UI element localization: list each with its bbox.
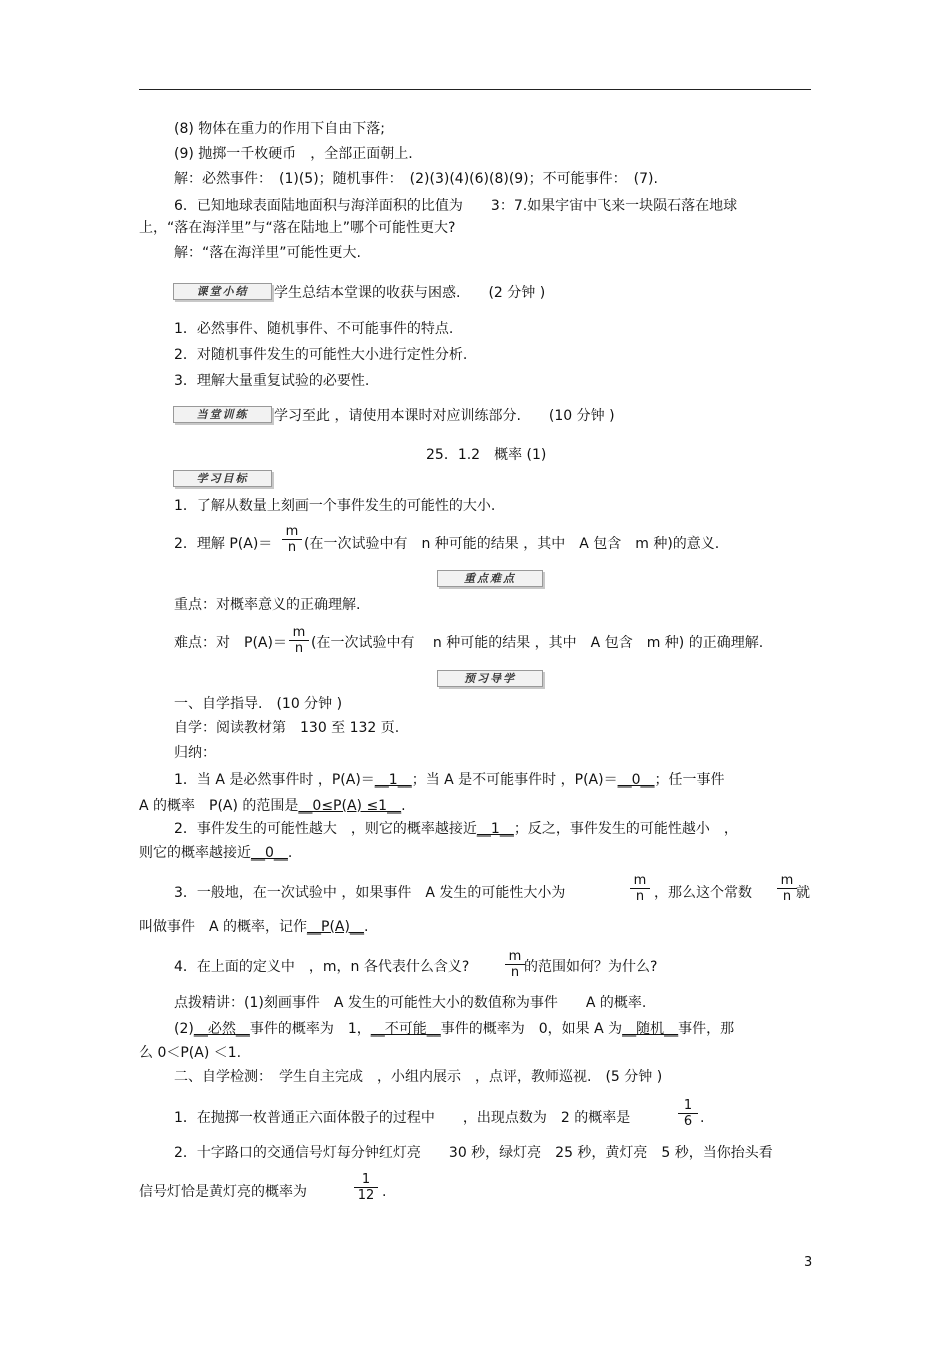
- badge-goals: 学习目标: [173, 470, 272, 487]
- text-line: 2．理解 P(A)＝: [174, 536, 273, 552]
- text-line: ，那么这个常数: [654, 885, 752, 901]
- text-line: .: [382, 1184, 387, 1200]
- fraction-m-over-n: m n: [282, 525, 302, 554]
- page-number: 3: [804, 1255, 813, 1270]
- text-line: 二、自学检测： 学生自主完成 ，小组内展示 ，点评，教师巡视. (5 分钟 ): [174, 1069, 663, 1085]
- text-line: 1．了解从数量上刻画一个事件发生的可能性的大小.: [174, 498, 496, 514]
- text-line: 学生总结本堂课的收获与困惑. (2 分钟 ): [274, 285, 546, 301]
- text-line: 难点：对 P(A)＝: [174, 635, 287, 651]
- text-line: 4．在上面的定义中 ，m，n 各代表什么含义?: [174, 959, 470, 975]
- fraction-m-over-n: m n: [505, 950, 525, 979]
- badge-practice: 当堂训练: [173, 406, 272, 423]
- text-line: 3．一般地，在一次试验中 ，如果事件 A 发生的可能性大小为: [174, 885, 566, 901]
- text-line: 解：“落在海洋里”可能性更大.: [174, 245, 361, 261]
- text-line: 重点：对概率意义的正确理解.: [174, 597, 361, 613]
- blank-answer: __0__: [251, 845, 288, 861]
- text-line: 点拨精讲：(1)刻画事件 A 发生的可能性大小的数值称为事件 A 的概率.: [174, 995, 647, 1011]
- fraction-m-over-n: m n: [630, 874, 650, 903]
- text-line: 学习至此 ，请使用本课时对应训练部分. (10 分钟 ): [274, 408, 615, 424]
- text-line: 1．在抛掷一枚普通正六面体骰子的过程中 ，出现点数为 2 的概率是: [174, 1110, 631, 1126]
- text-line: 1．当 A 是必然事件时 ，P(A)＝__1__；当 A 是不可能事件时 ，P(A)＝__0__；任一事件: [174, 772, 725, 788]
- text-line: 则它的概率越接近__0__.: [139, 845, 293, 861]
- section-title: 25．1.2 概率 (1): [426, 447, 547, 463]
- text-line: 1．必然事件、随机事件、不可能事件的特点.: [174, 321, 454, 337]
- text-line: 解：必然事件： (1)(5)；随机事件： (2)(3)(4)(6)(8)(9)；不可能事件： (7).: [174, 171, 658, 187]
- blank-answer: __P(A)__: [307, 919, 364, 935]
- text-line: 上，“落在海洋里”与“落在陆地上”哪个可能性更大?: [139, 220, 456, 236]
- text-line: 叫做事件 A 的概率，记作__P(A)__.: [139, 919, 369, 935]
- text-line: 归纳：: [174, 745, 216, 761]
- text-line: 的范围如何？为什么?: [524, 959, 658, 975]
- text-line: 6．已知地球表面陆地面积与海洋面积的比值为 3：7.如果宇宙中飞来一块陨石落在地球: [174, 198, 738, 214]
- text-line: 2．对随机事件发生的可能性大小进行定性分析.: [174, 347, 468, 363]
- text-line: 么 0＜P(A) ＜1.: [139, 1045, 242, 1061]
- text-line: 自学：阅读教材第 130 至 132 页.: [174, 720, 400, 736]
- text-line: 就: [796, 885, 810, 901]
- badge-summary: 课堂小结: [173, 283, 272, 300]
- fraction-m-over-n: m n: [289, 626, 309, 655]
- text-line: 3．理解大量重复试验的必要性.: [174, 373, 370, 389]
- fraction-m-over-n: m n: [777, 874, 797, 903]
- text-line: 一、自学指导. (10 分钟 ): [174, 696, 343, 712]
- text-line: (2)__必然__事件的概率为 1，__不可能__事件的概率为 0，如果 A 为__随机__事件，那: [174, 1021, 735, 1037]
- text-line: (在一次试验中有 n 种可能的结果 ，其中 A 包含 m 种)的意义.: [304, 536, 720, 552]
- blank-answer: __1__: [374, 772, 412, 788]
- text-line: .: [700, 1110, 705, 1126]
- fraction-one-sixth: 1 6: [678, 1099, 698, 1128]
- blank-answer: __随机__: [622, 1021, 679, 1037]
- blank-answer: __必然__: [193, 1021, 250, 1037]
- text-line: A 的概率 P(A) 的范围是__0≤P(A) ≤1__.: [139, 798, 406, 814]
- text-line: 2．十字路口的交通信号灯每分钟红灯亮 30 秒，绿灯亮 25 秒，黄灯亮 5 秒，当你抬头看: [174, 1145, 773, 1161]
- text-line: 信号灯恰是黄灯亮的概率为: [139, 1184, 307, 1200]
- text-line: (在一次试验中有 n 种可能的结果 ，其中 A 包含 m 种) 的正确理解.: [311, 635, 764, 651]
- blank-answer: __0__: [617, 772, 655, 788]
- blank-answer: __1__: [476, 821, 514, 837]
- blank-answer: __0≤P(A) ≤1__: [298, 798, 402, 814]
- blank-answer: __不可能__: [370, 1021, 441, 1037]
- text-line: (8) 物体在重力的作用下自由下落;: [174, 121, 385, 137]
- fraction-one-twelfth: 1 12: [354, 1173, 378, 1202]
- text-line: (9) 抛掷一千枚硬币 ，全部正面朝上.: [174, 146, 413, 162]
- header-rule: [139, 89, 811, 90]
- text-line: 2．事件发生的可能性越大 ，则它的概率越接近__1__；反之，事件发生的可能性越小 ，: [174, 821, 738, 837]
- badge-preview: 预习导学: [437, 670, 543, 687]
- badge-key-points: 重点难点: [437, 570, 543, 587]
